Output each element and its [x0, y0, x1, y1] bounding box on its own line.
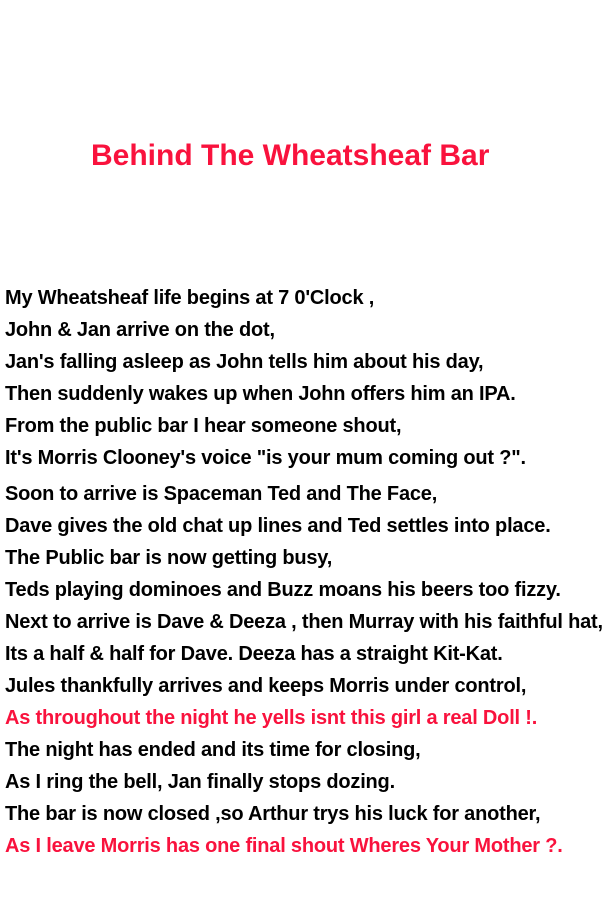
- poem-line: As I leave Morris has one final shout Wheres Your Mother ?.: [5, 835, 563, 857]
- poem-line: The bar is now closed ,so Arthur trys his luck for another,: [5, 803, 541, 825]
- poem-line: Its a half & half for Dave. Deeza has a straight Kit-Kat.: [5, 643, 503, 665]
- poem-line: My Wheatsheaf life begins at 7 0'Clock ,: [5, 287, 375, 309]
- poem-line: The night has ended and its time for closing,: [5, 739, 421, 761]
- poem-line: Next to arrive is Dave & Deeza , then Murray with his faithful hat,: [5, 611, 603, 633]
- poem-line: Jules thankfully arrives and keeps Morris under control,: [5, 675, 527, 697]
- poem-line: John & Jan arrive on the dot,: [5, 319, 275, 341]
- poem-line: Soon to arrive is Spaceman Ted and The Face,: [5, 483, 438, 505]
- page-title: Behind The Wheatsheaf Bar: [91, 139, 490, 172]
- poem-line: The Public bar is now getting busy,: [5, 547, 333, 569]
- poem: [5, 282, 610, 862]
- poem-line: From the public bar I hear someone shout,: [5, 415, 402, 437]
- poem-line: As throughout the night he yells isnt this girl a real Doll !.: [5, 707, 538, 729]
- poem-line: Teds playing dominoes and Buzz moans his beers too fizzy.: [5, 579, 561, 601]
- poem-line: Then suddenly wakes up when John offers him an IPA.: [5, 383, 516, 405]
- poem-line: It's Morris Clooney's voice "is your mum coming out ?".: [5, 447, 526, 469]
- poem-line: As I ring the bell, Jan finally stops dozing.: [5, 771, 395, 793]
- poem-line: Dave gives the old chat up lines and Ted settles into place.: [5, 515, 551, 537]
- poem-line: Jan's falling asleep as John tells him about his day,: [5, 351, 484, 373]
